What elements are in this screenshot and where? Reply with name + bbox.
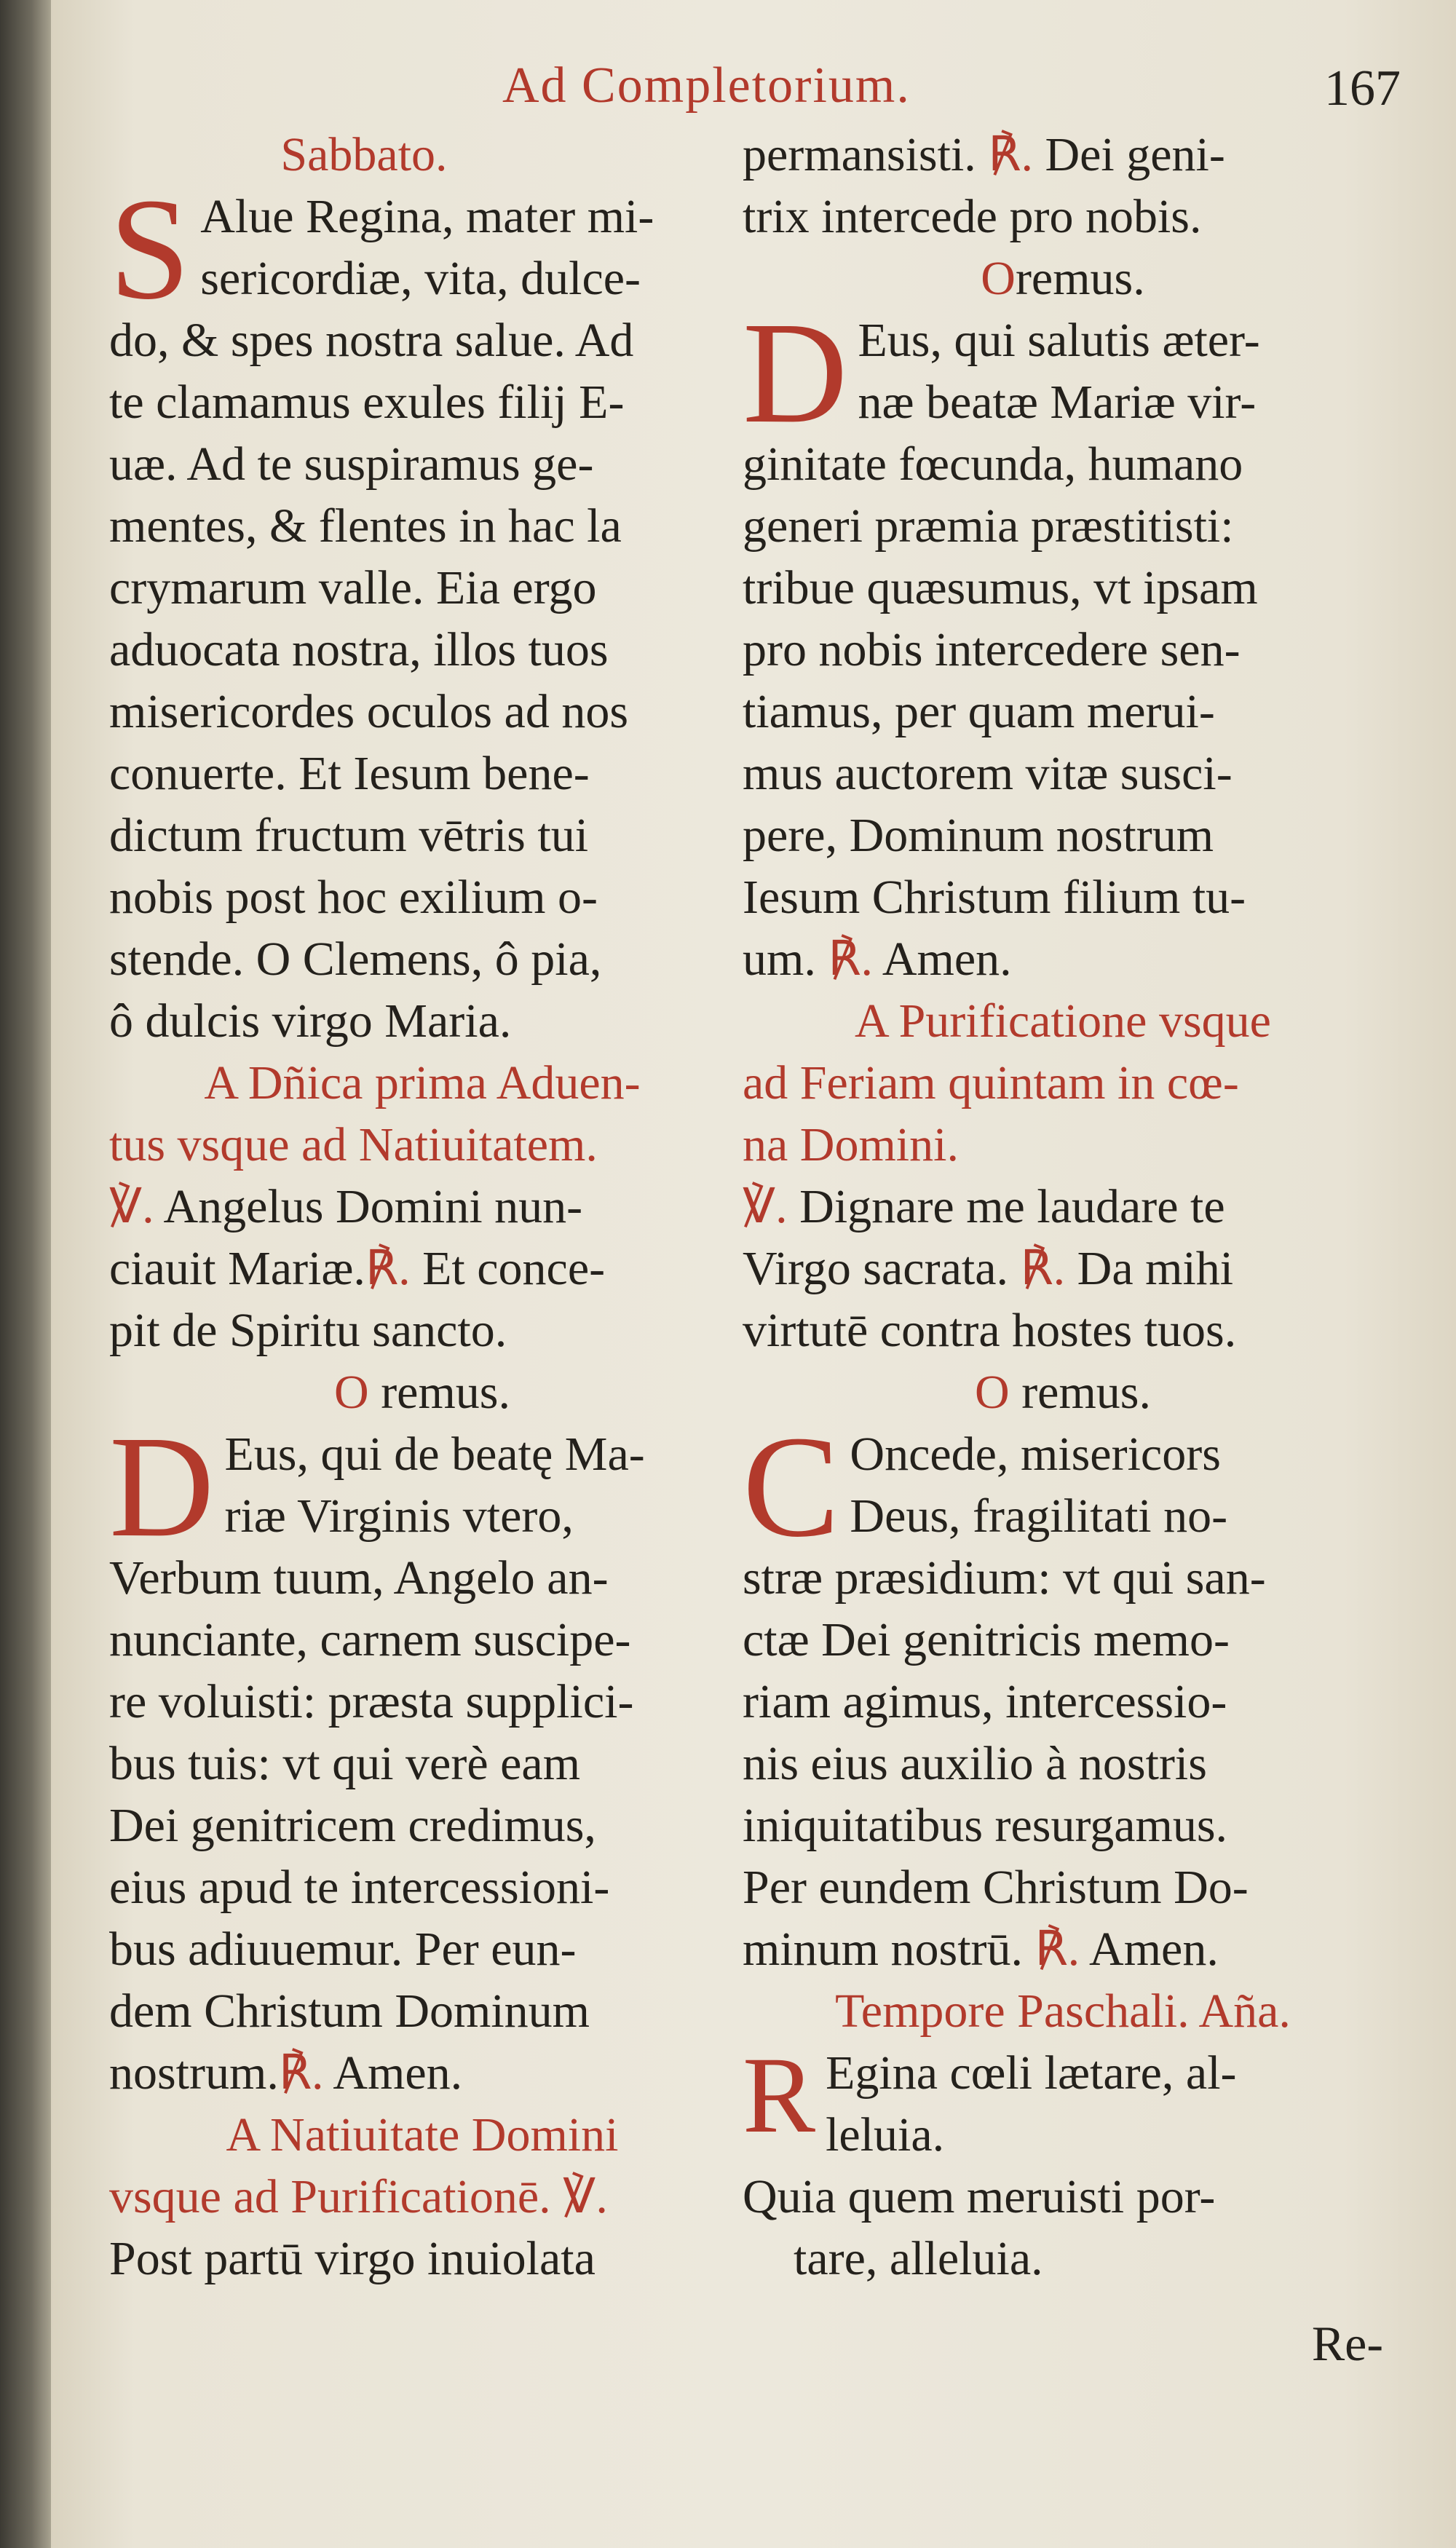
oremus-initial: O xyxy=(981,252,1016,305)
salve-regina-prayer xyxy=(109,169,735,1052)
heading-sabbato: Sabbato. xyxy=(280,128,448,181)
text-line: Oncede, misericors xyxy=(850,1428,1221,1481)
continuation-text: permansisti. xyxy=(743,128,976,181)
amen-text: Amen. xyxy=(1089,1923,1219,1976)
text-line: næ beatæ Mariæ vir- xyxy=(858,376,1257,429)
response-symbol: ℟. xyxy=(988,128,1033,181)
text-line: dictum fructum vētris tui xyxy=(109,809,589,862)
text-line: aduocata nostra, illos tuos xyxy=(109,623,609,676)
text-line: ô dulcis virgo Maria. xyxy=(109,994,512,1048)
rubric-advent: tus vsque ad Natiuitatem. xyxy=(109,1118,598,1171)
text-line: te clamamus exules filij E- xyxy=(109,376,625,429)
oremus-initial: O xyxy=(334,1366,369,1419)
text-line: riæ Virginis vtero, xyxy=(224,1489,574,1543)
regina-coeli-antiphon xyxy=(743,2035,1383,2166)
text-line: leluia. xyxy=(826,2108,945,2161)
response-symbol: ℟. xyxy=(828,933,873,986)
text-line: nunciante, carnem suscipe- xyxy=(109,1613,631,1666)
rubric-purification: na Domini. xyxy=(743,1118,959,1171)
response-text: Et conce- xyxy=(422,1242,606,1295)
rubric-paschal: Tempore Paschali. Aña. xyxy=(835,1985,1291,2038)
drop-cap-d: D xyxy=(743,293,848,454)
text-line: pere, Dominum nostrum xyxy=(743,809,1214,862)
text-line: Eus, qui salutis æter- xyxy=(858,314,1260,367)
oremus-initial: O xyxy=(975,1366,1010,1419)
text-line: nobis post hoc exilium o- xyxy=(109,871,598,924)
text-line: re voluisti: præsta supplici- xyxy=(109,1675,634,1728)
versicle-text: ciauit Mariæ. xyxy=(109,1242,365,1295)
collect-prayer xyxy=(743,293,1383,990)
text-line: tiamus, per quam merui- xyxy=(743,685,1215,738)
drop-cap-c: C xyxy=(743,1406,840,1567)
text-line: bus adiuuemur. Per eun- xyxy=(109,1923,577,1976)
text-line: stende. O Clemens, ô pia, xyxy=(109,933,602,986)
rubric-nativity: A Natiuitate Domini xyxy=(226,2108,619,2161)
right-column xyxy=(743,124,1383,2290)
versicle-line xyxy=(109,1176,735,1238)
versicle-symbol: ℣. xyxy=(109,1180,154,1233)
versicle-line xyxy=(743,1176,1383,1238)
text-line: generi præmia præstitisti: xyxy=(743,499,1234,553)
text-line: Alue Regina, mater mi- xyxy=(200,190,654,243)
versicle-line xyxy=(109,1238,735,1299)
rubric-nativity-text: vsque ad Purificationē. xyxy=(109,2170,551,2223)
rubric-nativity xyxy=(109,2166,735,2228)
text-line: Iesum Christum filium tu- xyxy=(743,871,1246,924)
text-line: eius apud te intercessioni- xyxy=(109,1861,610,1914)
text-line: Dei genitricem credimus, xyxy=(109,1799,596,1852)
text-line: dem Christum Dominum xyxy=(109,1985,590,2038)
book-spine-shadow xyxy=(0,0,57,2548)
text-line: Eus, qui de beatę Ma- xyxy=(224,1428,645,1481)
page-header xyxy=(51,57,1456,122)
text-line: conuerte. Et Iesum bene- xyxy=(109,747,590,800)
drop-cap-d: D xyxy=(109,1406,215,1567)
rubric-purification: ad Feriam quintam in cœ- xyxy=(743,1056,1239,1109)
collect-end-text: nostrum. xyxy=(109,2046,279,2100)
text-line: do, & spes nostra salue. Ad xyxy=(109,314,634,367)
running-title: Ad Completorium. xyxy=(502,58,911,114)
text-line: ginitate fœcunda, humano xyxy=(743,438,1243,491)
collect-end-text: um. xyxy=(743,933,816,986)
left-column xyxy=(109,124,735,2290)
oremus-text: remus. xyxy=(1015,252,1145,305)
response-line: virtutē contra hostes tuos. xyxy=(743,1304,1237,1357)
rubric-advent: A Dñica prima Aduen- xyxy=(204,1056,641,1109)
response-text: Da mihi xyxy=(1077,1242,1234,1295)
amen-text: Amen. xyxy=(882,933,1012,986)
text-line: Egina cœli lætare, al- xyxy=(826,2046,1237,2100)
response-symbol: ℟. xyxy=(1034,1923,1080,1976)
collect-ending xyxy=(743,928,1383,990)
text-line: tribue quæsumus, vt ipsam xyxy=(743,561,1258,614)
text-line: Quia quem meruisti por- xyxy=(743,2170,1216,2223)
collect-prayer xyxy=(109,1406,735,2104)
text-line: Post partū virgo inuiolata xyxy=(109,2232,596,2285)
response-symbol: ℟. xyxy=(278,2046,324,2100)
book-page xyxy=(51,0,1456,2548)
text-line: pro nobis intercedere sen- xyxy=(743,623,1241,676)
collect-prayer xyxy=(743,1406,1383,1980)
text-line: nis eius auxilio à nostris xyxy=(743,1737,1207,1790)
text-line: misericordes oculos ad nos xyxy=(109,685,629,738)
response-symbol: ℟. xyxy=(365,1242,411,1295)
versicle-symbol: ℣. xyxy=(563,2170,608,2223)
text-line: Verbum tuum, Angelo an- xyxy=(109,1551,609,1605)
response-text: Dei geni- xyxy=(1045,128,1225,181)
response-line: pit de Spiritu sancto. xyxy=(109,1304,507,1357)
catchword: Re- xyxy=(1311,2316,1383,2371)
text-line: crymarum valle. Eia ergo xyxy=(109,561,597,614)
drop-cap-s: S xyxy=(109,169,191,330)
drop-cap-r: R xyxy=(743,2035,816,2156)
text-line: trix intercede pro nobis. xyxy=(743,190,1202,243)
page-number: 167 xyxy=(1324,60,1401,116)
text-line: sericordiæ, vita, dulce- xyxy=(200,252,641,305)
versicle-text: Angelus Domini nun- xyxy=(163,1180,583,1233)
response-symbol: ℟. xyxy=(1020,1242,1066,1295)
rubric-purification: A Purificatione vsque xyxy=(855,994,1271,1048)
text-line: bus tuis: vt qui verè eam xyxy=(109,1737,581,1790)
text-line: iniquitatibus resurgamus. xyxy=(743,1799,1228,1852)
text-line: riam agimus, intercessio- xyxy=(743,1675,1227,1728)
text-line: mus auctorem vitæ susci- xyxy=(743,747,1233,800)
text-line: Per eundem Christum Do- xyxy=(743,1861,1249,1914)
versicle-text: Virgo sacrata. xyxy=(743,1242,1008,1295)
oremus-text: remus. xyxy=(1021,1366,1151,1419)
versicle-text: Dignare me laudare te xyxy=(799,1180,1225,1233)
text-line: uæ. Ad te suspiramus ge- xyxy=(109,438,594,491)
text-line: ctæ Dei genitricis memo- xyxy=(743,1613,1230,1666)
oremus-text: remus. xyxy=(381,1366,510,1419)
versicle-symbol: ℣. xyxy=(743,1180,788,1233)
text-line xyxy=(743,124,1383,186)
text-line: tare, alleluia. xyxy=(794,2232,1043,2285)
text-line: Deus, fragilitati no- xyxy=(850,1489,1228,1543)
text-line: mentes, & flentes in hac la xyxy=(109,499,622,553)
versicle-line xyxy=(743,1238,1383,1299)
collect-end-text: minum nostrū. xyxy=(743,1923,1024,1976)
text-line: stræ præsidium: vt qui san- xyxy=(743,1551,1266,1605)
collect-ending xyxy=(743,1918,1383,1980)
amen-text: Amen. xyxy=(333,2046,463,2100)
collect-ending xyxy=(109,2042,735,2104)
